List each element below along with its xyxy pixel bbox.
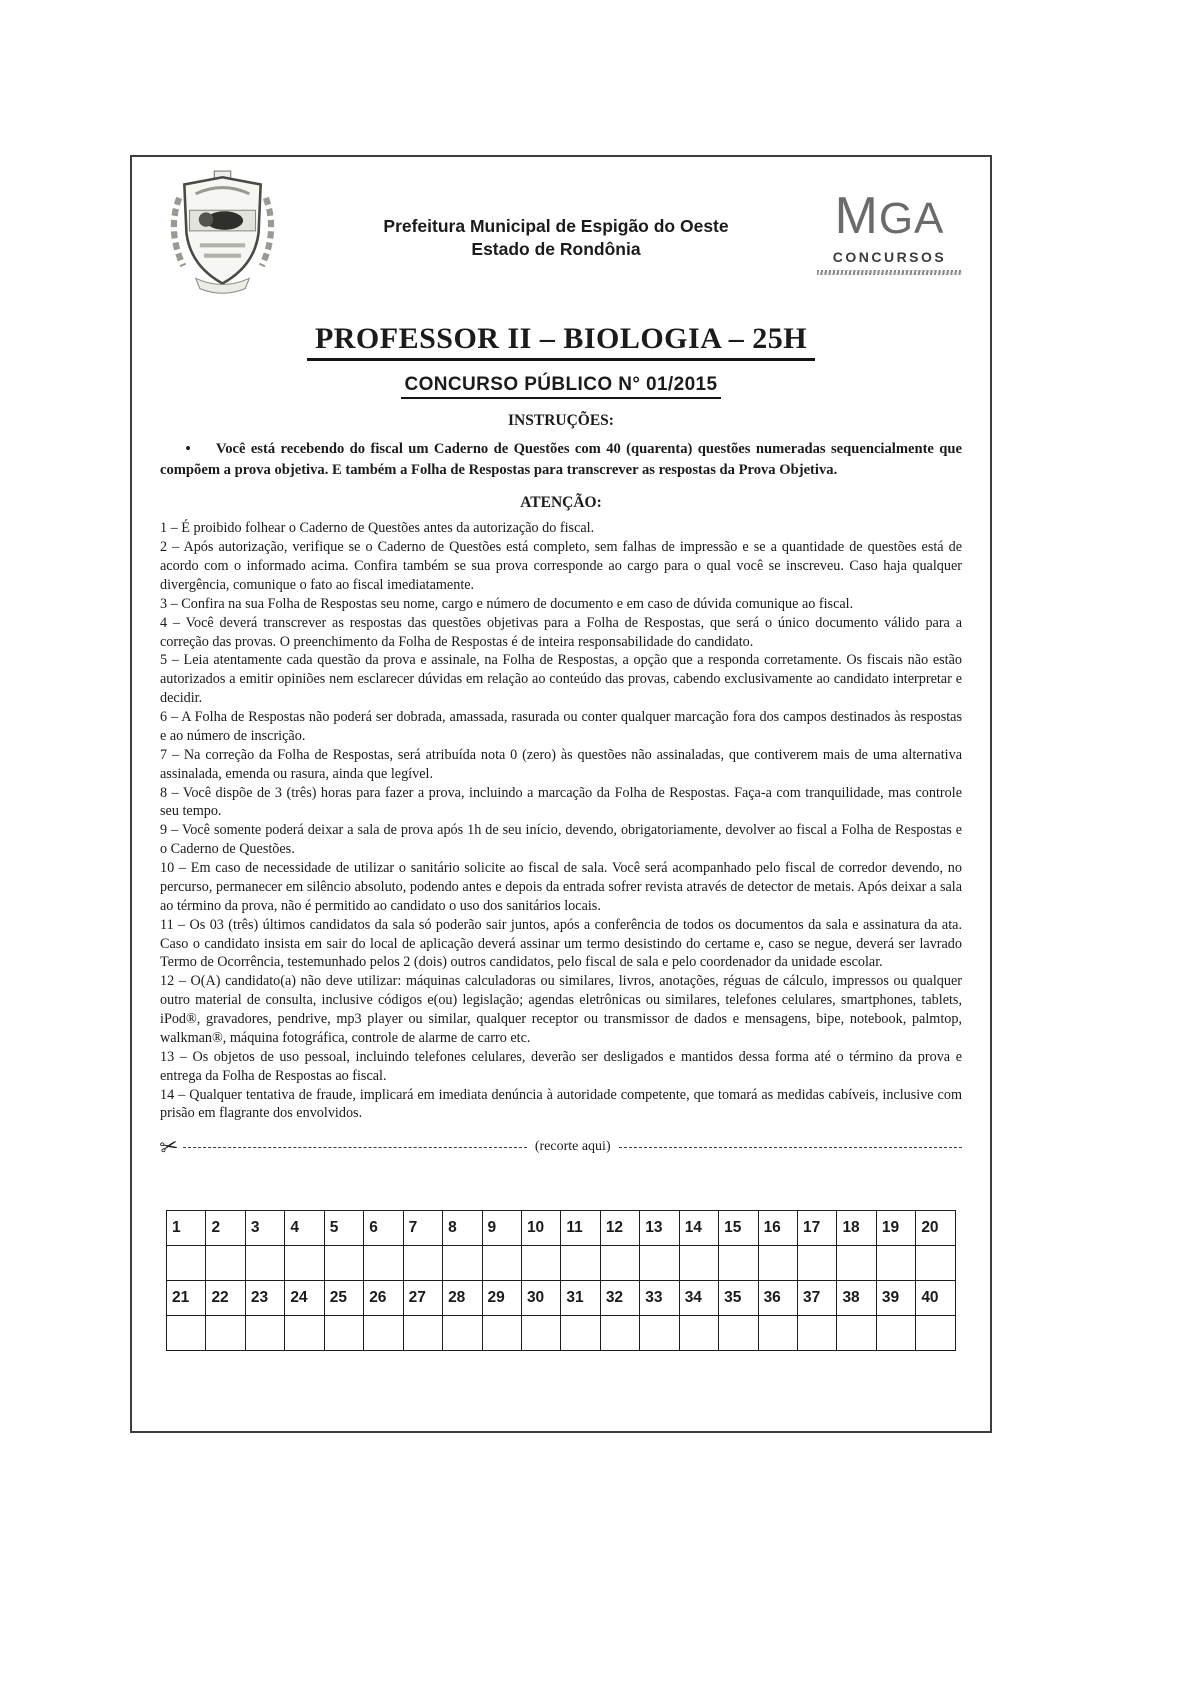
answer-grid-answer-cell [403, 1246, 442, 1281]
answer-grid-answer-row [167, 1246, 956, 1281]
answer-grid-number-cell: 6 [364, 1211, 403, 1246]
answer-grid-number-cell: 3 [245, 1211, 284, 1246]
exam-subtitle: CONCURSO PÚBLICO N° 01/2015 [401, 374, 722, 399]
answer-grid-answer-cell [916, 1316, 956, 1351]
instruction-item: 1 – É proibido folhear o Caderno de Questões antes da autorização do fiscal. [160, 520, 595, 537]
answer-grid-answer-cell [167, 1246, 206, 1281]
answer-grid-number-cell: 24 [285, 1281, 324, 1316]
answer-grid-answer-cell [285, 1246, 324, 1281]
instructions-bullet [160, 439, 962, 481]
bullet-marker-icon: • [185, 441, 191, 457]
instructions-heading: INSTRUÇÕES: [508, 412, 614, 429]
attention-heading: ATENÇÃO: [520, 494, 602, 512]
answer-grid-answer-cell [403, 1316, 442, 1351]
instructions-bullet-text: Você está recebendo do fiscal um Caderno de Questões com 40 (quarenta) questões numeradas sequencialmente que compõem a prova objetiva. E também a Folha de Respostas para transcrever as respostas da Prova Objetiva. [160, 441, 962, 479]
answer-grid-number-cell: 9 [482, 1211, 521, 1246]
answer-grid-number-cell: 26 [364, 1281, 403, 1316]
answer-grid-number-cell: 18 [837, 1211, 876, 1246]
answer-grid-answer-cell [719, 1246, 758, 1281]
cut-dash-right [619, 1147, 962, 1148]
instruction-item: 11 – Os 03 (três) últimos candidatos da sala só poderão sair juntos, após a conferência de todos os documentos da sala e assinatura da ata. Caso o candidato insista em sair do local de aplicação deverá assinar um termo desistindo do certame e, caso se negue, deverá ser lavrado Termo de Ocorrência, testemunhado pelos 2 (dois) outros candidatos, pelo fiscal de sala e pelo coordenador da unidade escolar. [160, 916, 962, 971]
answer-grid-answer-row [167, 1316, 956, 1351]
answer-grid-number-cell: 8 [443, 1211, 482, 1246]
answer-grid-number-cell: 30 [521, 1281, 560, 1316]
cut-label: (recorte aqui) [534, 1139, 611, 1155]
answer-grid-answer-cell [482, 1246, 521, 1281]
cut-dash-left [183, 1147, 526, 1148]
answer-grid-number-cell: 17 [798, 1211, 837, 1246]
answer-grid-answer-cell [324, 1316, 363, 1351]
answer-grid-number-cell: 29 [482, 1281, 521, 1316]
answer-grid-number-cell: 34 [679, 1281, 718, 1316]
answer-grid-number-cell: 22 [206, 1281, 245, 1316]
answer-grid-number-cell: 31 [561, 1281, 600, 1316]
coat-of-arms-icon [160, 169, 285, 301]
answer-grid-number-cell: 20 [916, 1211, 956, 1246]
answer-grid-answer-cell [758, 1316, 797, 1351]
answer-grid-answer-cell [521, 1246, 560, 1281]
instruction-item: 10 – Em caso de necessidade de utilizar o sanitário solicite ao fiscal de sala. Você será acompanhado pelo fiscal de corredor devendo, no percurso, permanecer em silêncio absoluto, podendo antes e depois da entrada sofrer revista através de detector de metais. Após deixar a sala ao término da prova, não é permitido ao candidato o uso dos sanitários locais. [160, 860, 962, 914]
exam-title: PROFESSOR II – BIOLOGIA – 25H [307, 322, 815, 361]
answer-grid-number-cell: 11 [561, 1211, 600, 1246]
answer-grid-number-cell: 1 [167, 1211, 206, 1246]
answer-grid-number-cell: 19 [876, 1211, 915, 1246]
answer-grid-answer-cell [245, 1316, 284, 1351]
instruction-item: 7 – Na correção da Folha de Respostas, será atribuída nota 0 (zero) às questões não assinaladas, que contiverem mais de uma alternativa assinalada, emenda ou rasura, ainda que legível. [160, 746, 962, 782]
answer-grid-answer-cell [679, 1316, 718, 1351]
answer-grid-number-cell: 28 [443, 1281, 482, 1316]
answer-grid-answer-cell [837, 1246, 876, 1281]
org-block [295, 169, 817, 261]
answer-grid-number-cell: 39 [876, 1281, 915, 1316]
instruction-item: 4 – Você deverá transcrever as respostas das questões objetivas para a Folha de Respostas, que será o único documento válido para a correção das provas. O preenchimento da Folha de Respostas é de inteira responsabilidade do candidato. [160, 614, 962, 650]
answer-grid-answer-cell [443, 1246, 482, 1281]
answer-grid-answer-cell [798, 1316, 837, 1351]
answer-grid-number-cell: 40 [916, 1281, 956, 1316]
answer-grid-answer-cell [561, 1246, 600, 1281]
scissors-icon: ✂ [157, 1132, 181, 1161]
answer-grid-answer-cell [600, 1316, 639, 1351]
answer-grid-number-cell: 25 [324, 1281, 363, 1316]
answer-grid-number-cell: 37 [798, 1281, 837, 1316]
answer-grid-answer-cell [206, 1316, 245, 1351]
answer-grid-body [167, 1211, 956, 1351]
answer-grid-number-cell: 33 [640, 1281, 679, 1316]
answer-grid-answer-cell [521, 1316, 560, 1351]
answer-grid-number-cell: 14 [679, 1211, 718, 1246]
answer-grid-answer-cell [837, 1316, 876, 1351]
document-frame [130, 155, 992, 1433]
org-name: Prefeitura Municipal de Espigão do Oeste [383, 216, 729, 236]
answer-grid-number-cell: 36 [758, 1281, 797, 1316]
answer-grid-answer-cell [324, 1246, 363, 1281]
instruction-item: 12 – O(A) candidato(a) não deve utilizar: máquinas calculadoras ou similares, livros, anotações, réguas de cálculo, impressos ou qualquer outro material de consulta, inclusive códigos e(ou) legislação; agendas eletrônicas ou similares, telefones celulares, smartphones, tablets, iPod®, gravadores, pendrive, mp3 player ou similar, qualquer receptor ou transmissor de dados e mensagens, bipe, notebook, palmtop, walkman®, máquina fotográfica, controle de alarme de carro etc. [160, 973, 962, 1046]
answer-grid-number-cell: 10 [521, 1211, 560, 1246]
answer-grid-number-cell: 35 [719, 1281, 758, 1316]
instruction-item: 6 – A Folha de Respostas não poderá ser dobrada, amassada, rasurada ou conter qualquer marcação fora dos campos destinados às respostas e ao número de inscrição. [160, 709, 962, 744]
mga-logo-rule [817, 270, 962, 275]
instruction-item: 14 – Qualquer tentativa de fraude, implicará em imediata denúncia à autoridade competente, que tomará as medidas cabíveis, inclusive com prisão em flagrante dos envolvidos. [160, 1086, 962, 1122]
cut-line [157, 1132, 962, 1161]
answer-grid-answer-cell [364, 1246, 403, 1281]
answer-grid-answer-cell [443, 1316, 482, 1351]
answer-grid-answer-cell [167, 1316, 206, 1351]
answer-grid-number-cell: 27 [403, 1281, 442, 1316]
answer-grid-answer-cell [640, 1316, 679, 1351]
instruction-item: 2 – Após autorização, verifique se o Caderno de Questões está completo, sem falhas de impressão e se a quantidade de questões está de acordo com o informado acima. Confira também se sua prova corresponde ao cargo para o qual você se inscreveu. Caso haja qualquer divergência, comunique o fato ao fiscal imediatamente. [160, 539, 962, 593]
answer-grid-number-cell: 15 [719, 1211, 758, 1246]
answer-grid-number-row [167, 1211, 956, 1246]
answer-grid-answer-cell [758, 1246, 797, 1281]
instructions-list [160, 519, 962, 1123]
answer-grid-number-cell: 21 [167, 1281, 206, 1316]
mga-logo-subtext: CONCURSOS [832, 248, 947, 265]
mga-logo [817, 169, 962, 275]
answer-grid-answer-cell [916, 1246, 956, 1281]
answer-grid-answer-cell [876, 1246, 915, 1281]
answer-grid-number-cell: 13 [640, 1211, 679, 1246]
answer-grid-answer-cell [798, 1246, 837, 1281]
answer-grid [166, 1210, 956, 1351]
answer-grid-answer-cell [561, 1316, 600, 1351]
instruction-item: 9 – Você somente poderá deixar a sala de prova após 1h de seu início, devendo, obrigatoriamente, devolver ao fiscal a Folha de Respostas e o Caderno de Questões. [160, 822, 962, 858]
answer-grid-number-cell: 23 [245, 1281, 284, 1316]
answer-grid-number-cell: 38 [837, 1281, 876, 1316]
answer-grid-answer-cell [679, 1246, 718, 1281]
instruction-item: 8 – Você dispõe de 3 (três) horas para fazer a prova, incluindo a marcação da Folha de Respostas. Faça-a com tranquilidade, mas controle seu tempo. [160, 784, 962, 820]
answer-grid-number-cell: 4 [285, 1211, 324, 1246]
answer-grid-answer-cell [364, 1316, 403, 1351]
instruction-item: 5 – Leia atentamente cada questão da prova e assinale, na Folha de Respostas, a opção que a responda corretamente. Os fiscais não estão autorizados a emitir opiniões nem esclarecer dúvidas em relação ao conteúdo das provas, cabendo exclusivamente ao candidato interpretar e decidir. [160, 652, 962, 707]
answer-grid-number-cell: 16 [758, 1211, 797, 1246]
answer-grid-number-cell: 5 [324, 1211, 363, 1246]
instruction-item: 13 – Os objetos de uso pessoal, incluindo telefones celulares, deverão ser desligados e mantidos dessa forma até o término da prova e entrega da Folha de Respostas ao fiscal. [160, 1048, 962, 1084]
answer-grid-number-cell: 2 [206, 1211, 245, 1246]
answer-grid-answer-cell [245, 1246, 284, 1281]
instruction-item: 3 – Confira na sua Folha de Respostas seu nome, cargo e número de documento e em caso de dúvida comunique ao fiscal. [160, 595, 854, 612]
answer-grid-answer-cell [600, 1246, 639, 1281]
answer-grid-answer-cell [285, 1316, 324, 1351]
answer-grid-answer-cell [876, 1316, 915, 1351]
answer-grid-number-cell: 7 [403, 1211, 442, 1246]
mga-logo-text: MGA [834, 187, 945, 245]
answer-grid-number-row [167, 1281, 956, 1316]
coat-of-arms [160, 169, 295, 306]
answer-grid-number-cell: 12 [600, 1211, 639, 1246]
document-header [160, 169, 962, 306]
answer-grid-number-cell: 32 [600, 1281, 639, 1316]
answer-grid-answer-cell [719, 1316, 758, 1351]
answer-grid-answer-cell [482, 1316, 521, 1351]
answer-grid-answer-cell [640, 1246, 679, 1281]
answer-grid-answer-cell [206, 1246, 245, 1281]
org-state: Estado de Rondônia [471, 238, 641, 259]
